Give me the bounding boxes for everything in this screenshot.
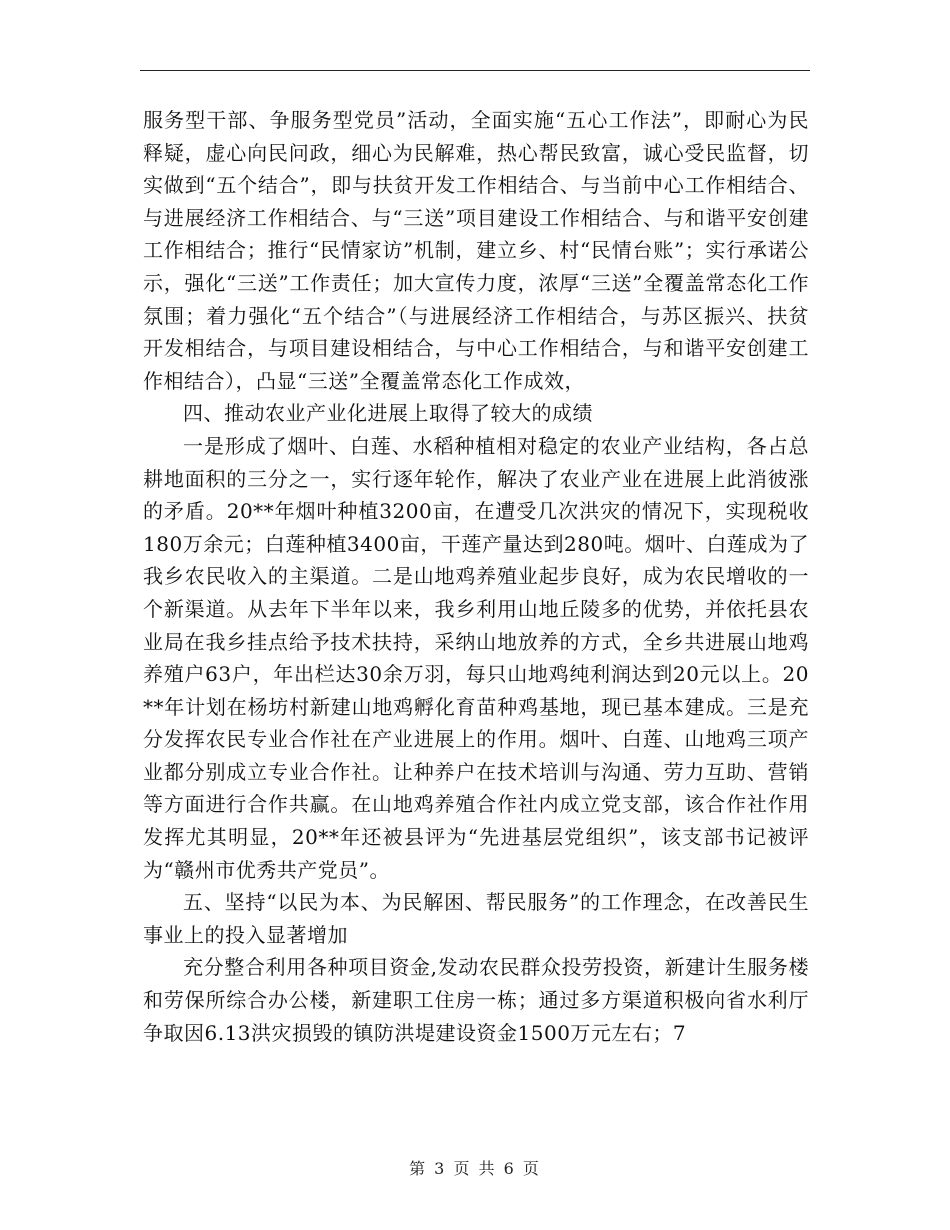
- section-heading-4: 四、推动农业产业化进展上取得了较大的成绩: [183, 401, 593, 426]
- section-heading-5: 五、坚持“以民为本、为民解困、帮民服务”的工作理念，在改善民生事业上的投入显著增加: [143, 890, 809, 947]
- header-rule: [140, 70, 810, 71]
- paragraph-livelihood: 充分整合利用各种项目资金,发动农民群众投劳投资，新建计生服务楼和劳保所综合办公楼，新建职工住房一栋；通过多方渠道积极向省水利厅争取因6.13洪灾损毁的镇防洪堤建设资金1500万元左右；7: [143, 955, 809, 1045]
- page-number-footer: 第 3 页 共 6 页: [409, 1159, 541, 1178]
- paragraph-continued: 服务型干部、争服务型党员”活动，全面实施“五心工作法”，即耐心为民释疑，虚心向民问政，细心为民解难，热心帮民致富，诚心受民监督，切实做到“五个结合”，即与扶贫开发工作相结合、与当前中心工作相结合、与进展经济工作相结合、与“三送”项目建设工作相结合、与和谐平安创建工作相结合；推行“民情家访”机制，建立乡、村“民情台账”；实行承诺公示，强化“三送”工作责任；加大宣传力度，浓厚“三送”全覆盖常态化工作氛围；着力强化“五个结合”（与进展经济工作相结合，与苏区振兴、扶贫开发相结合，与项目建设相结合，与中心工作相结合，与和谐平安创建工作相结合），凸显“三送”全覆盖常态化工作成效，: [143, 108, 809, 393]
- paragraph-agriculture: 一是形成了烟叶、白莲、水稻种植相对稳定的农业产业结构，各占总耕地面积的三分之一，实行逐年轮作，解决了农业产业在进展上此消彼涨的矛盾。20**年烟叶种植3200亩，在遭受几次洪灾的情况下，实现税收180万余元；白莲种植3400亩，干莲产量达到280吨。烟叶、白莲成为了我乡农民收入的主渠道。二是山地鸡养殖业起步良好，成为农民增收的一个新渠道。从去年下半年以来，我乡利用山地丘陵多的优势，并依托县农业局在我乡挂点给予技术扶持，采纳山地放养的方式，全乡共进展山地鸡养殖户63户，年出栏达30余万羽，每只山地鸡纯利润达到20元以上。20**年计划在杨坊村新建山地鸡孵化育苗种鸡基地，现已基本建成。三是充分发挥农民专业合作社在产业进展上的作用。烟叶、白莲、山地鸡三项产业都分别成立专业合作社。让种养户在技术培训与沟通、劳力互助、营销等方面进行合作共赢。在山地鸡养殖合作社内成立党支部，该合作社作用发挥尤其明显，20**年还被县评为“先进基层党组织”，该支部书记被评为“赣州市优秀共产党员”。: [143, 433, 809, 882]
- document-body: [143, 104, 809, 1049]
